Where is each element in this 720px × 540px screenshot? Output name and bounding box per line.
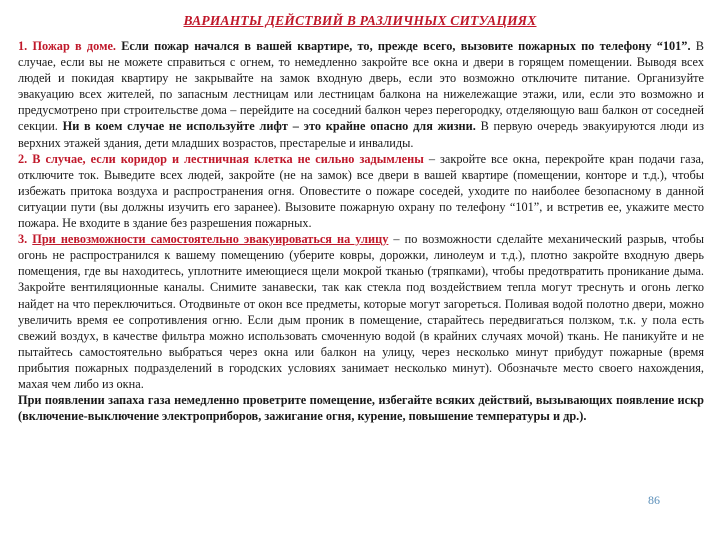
section-1-number: 1. xyxy=(18,39,33,53)
section-2 xyxy=(18,151,704,231)
section-2-text: – закройте все окна, перекройте кран подачи газа, отключите ток. Выведите всех людей, закройте (не на замок) все двери в вашей квартире (помещении, конторе и т.д.), чтобы избежать притока воздуха и распространения огня. Оповестите о пожаре соседей, уходите по наиболее безопасному в данной ситуации пути (вы должны изучить его заранее). Вызовите пожарную охрану по телефону “101”, и встретив ее, укажите место пожара. Не входите в здание без разрешения пожарных. xyxy=(18,151,705,231)
section-2-heading: В случае, если коридор и лестничная клетка не сильно задымлены xyxy=(32,151,424,166)
section-1-text-end: В первую очередь эвакуируются люди из верхних этажей здания, дети младших возрастов, престарелые и инвалиды. xyxy=(18,119,704,150)
section-3-number: 3. xyxy=(18,232,33,247)
section-3-text: – по возможности сделайте механический разрыв, чтобы огонь не распространился к вашему помещению (уберите ковры, дорожки, линолеум и т.д.), плотно закройте входную дверь помещения, где вы находитесь, уплотните имеющиеся щели мокрой тканью (тряпками), чтобы предотвратить проникание дыма. Закройте вентиляционные каналы. Снимите занавески, так как стекла под воздействием тепла могут треснуть и огонь легко найдет на что переключиться. Отодвиньте от окон все предметы, которые могут загореться. Поливая водой полотно двери, можно увеличить время ее сопротивления огню. Если дым проник в помещение, старайтесь передвигаться ползком, т.к. у пола есть свежий воздух, в качестве фильтра можно использовать смоченную водой (в крайних случаях мочой) ткань. Не паникуйте и не пытайтесь самостоятельно выбраться через окна или балкон на улицу, через несколько минут прибудут пожарные (время прибытия пожарных подразделений в городских условиях занимает несколько минут). Обозначьте место своего нахождения, махая чем либо из окна. xyxy=(18,232,704,391)
page-title: ВАРИАНТЫ ДЕЙСТВИЙ В РАЗЛИЧНЫХ СИТУАЦИЯХ xyxy=(183,13,537,28)
body-text xyxy=(18,38,704,424)
section-3-heading: При невозможности самостоятельно эвакуироваться на улицу xyxy=(32,232,389,247)
section-1-text: В случае, если вы не можете справиться с огнем, то немедленно закройте все окна и двери в горящем помещении. Выводя всех людей и покидая квартиру не закрывайте на замок входную дверь, если это возможно отключите питание. Организуйте эвакуацию всех жителей, по запасным лестницам или лестницам балкона на нижележащие этажи, или, если это возможно и предусмотрено при строительстве дома – перейдите на соседний балкон через перегородку, отделяющую ваш балкон от соседней секции. xyxy=(18,39,704,134)
section-1-bold-lead: Если пожар начался в вашей квартире, то, прежде всего, вызовите пожарных по телефону “101”. xyxy=(115,39,691,53)
section-1-heading: Пожар в доме. xyxy=(32,39,116,53)
page-number: 86 xyxy=(648,493,660,507)
section-1-warning: Ни в коем случае не используйте лифт – это крайне опасно для жизни. xyxy=(57,119,476,134)
gas-warning: При появлении запаха газа немедленно проветрите помещение, избегайте всяких действий, вызывающих появление искр (включение-выключение электроприборов, зажигание огня, курение, повышение температуры и др.). xyxy=(18,393,704,424)
section-2-number: 2. xyxy=(18,151,33,166)
section-1 xyxy=(18,38,704,151)
section-3 xyxy=(18,231,704,392)
